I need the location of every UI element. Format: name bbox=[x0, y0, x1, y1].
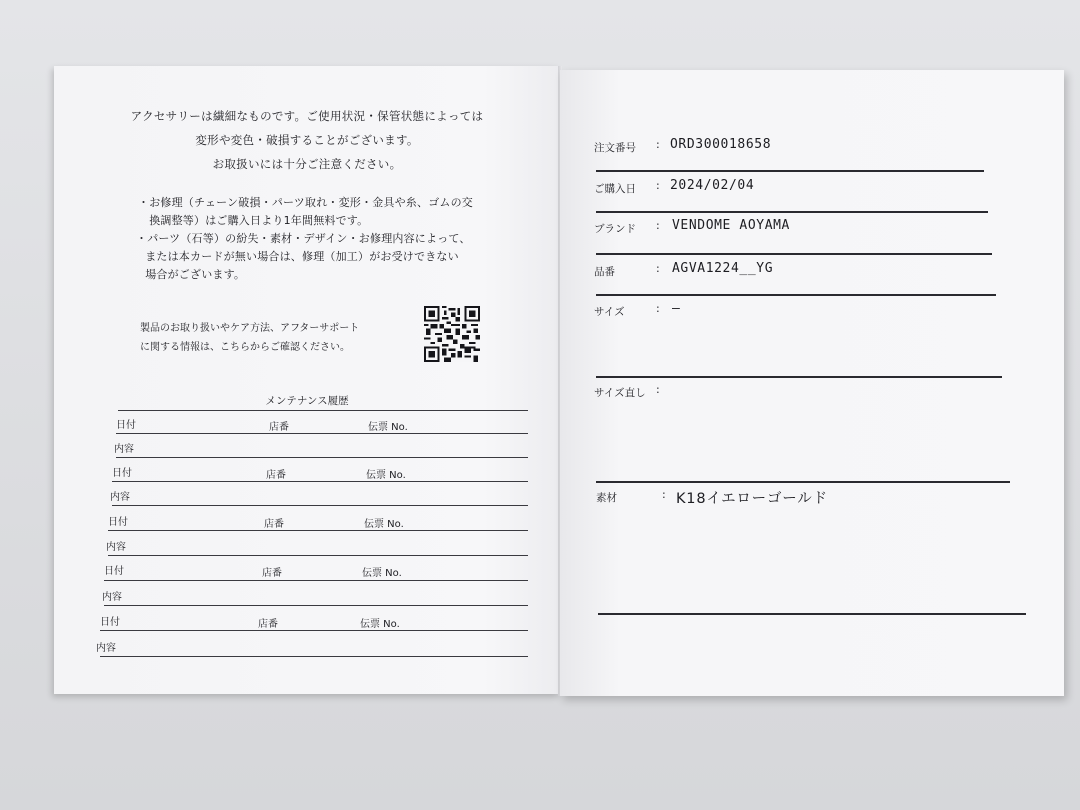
notice-line-2: 変形や変色・破損することがございます。 bbox=[195, 133, 419, 147]
field-colon: : bbox=[656, 138, 660, 151]
order-number-label: 注文番号 bbox=[594, 142, 636, 154]
maintenance-row-rule bbox=[108, 555, 528, 556]
warranty-card-right-page bbox=[560, 70, 1064, 696]
notice-line-3: お取扱いには十分ご注意ください。 bbox=[212, 157, 402, 171]
field-rule bbox=[596, 253, 992, 255]
support-text-line-2: に関する情報は、こちらからご確認ください。 bbox=[140, 342, 350, 353]
item-number-value: AGVA1224__YG bbox=[672, 261, 774, 276]
maintenance-slip-label: 伝票 No. bbox=[360, 619, 400, 630]
brand-label: ブランド bbox=[594, 223, 636, 235]
support-text-line-1: 製品のお取り扱いやケア方法、アフターサポート bbox=[140, 323, 360, 334]
field-rule bbox=[596, 294, 996, 296]
field-colon: : bbox=[662, 488, 666, 501]
purchase-date-label: ご購入日 bbox=[594, 183, 636, 195]
maintenance-content-label: 内容 bbox=[102, 592, 122, 603]
order-number-value: ORD300018658 bbox=[670, 137, 772, 152]
purchase-date-value: 2024/02/04 bbox=[670, 178, 755, 193]
parts-bullet-line-2: または本カードが無い場合は、修理（加工）がお受けできない bbox=[134, 250, 459, 263]
repair-bullet-line-2: 換調整等）はご購入日より1年間無料です。 bbox=[138, 214, 369, 227]
maintenance-date-label: 日付 bbox=[100, 617, 120, 628]
field-colon: : bbox=[656, 262, 660, 275]
field-colon: : bbox=[656, 219, 660, 232]
maintenance-store-label: 店番 bbox=[269, 422, 289, 433]
maintenance-row-rule bbox=[116, 457, 528, 458]
maintenance-row-rule bbox=[100, 656, 528, 657]
maintenance-slip-label: 伝票 No. bbox=[368, 422, 408, 433]
parts-bullet-line-3: 場合がございます。 bbox=[134, 268, 246, 281]
maintenance-history-title: メンテナンス履歴 bbox=[265, 395, 349, 407]
field-colon: : bbox=[656, 179, 660, 192]
maintenance-row-rule bbox=[100, 630, 528, 631]
size-label: サイズ bbox=[594, 306, 625, 318]
maintenance-content-label: 内容 bbox=[96, 643, 116, 654]
field-rule bbox=[598, 613, 1026, 615]
size-value: – bbox=[672, 301, 681, 316]
maintenance-store-label: 店番 bbox=[258, 619, 278, 630]
warranty-card-left-page bbox=[54, 66, 560, 694]
maintenance-content-label: 内容 bbox=[106, 542, 126, 553]
maintenance-content-label: 内容 bbox=[114, 444, 134, 455]
maintenance-row-rule bbox=[116, 433, 528, 434]
notice-line-1: アクセサリーは繊細なものです。ご使用状況・保管状態によっては bbox=[130, 109, 484, 123]
parts-bullet-line-1: ・パーツ（石等）の紛失・素材・デザイン・お修理内容によって、 bbox=[136, 232, 471, 245]
field-rule bbox=[596, 170, 984, 172]
maintenance-date-label: 日付 bbox=[112, 468, 132, 479]
resize-label: サイズ直し bbox=[594, 387, 646, 399]
maintenance-date-label: 日付 bbox=[108, 517, 128, 528]
maintenance-row-rule bbox=[108, 530, 528, 531]
maintenance-row-rule bbox=[104, 605, 528, 606]
field-rule bbox=[596, 376, 1002, 378]
qr-code-icon[interactable] bbox=[424, 306, 480, 362]
maintenance-store-label: 店番 bbox=[264, 519, 284, 530]
item-number-label: 品番 bbox=[594, 266, 615, 278]
field-colon: : bbox=[656, 383, 660, 396]
maintenance-slip-label: 伝票 No. bbox=[362, 568, 402, 579]
maintenance-row-rule bbox=[112, 481, 528, 482]
maintenance-slip-label: 伝票 No. bbox=[364, 519, 404, 530]
maintenance-title-rule bbox=[118, 410, 528, 411]
maintenance-date-label: 日付 bbox=[116, 420, 136, 431]
maintenance-slip-label: 伝票 No. bbox=[366, 470, 406, 481]
maintenance-date-label: 日付 bbox=[104, 566, 124, 577]
material-value: K18イエローゴールド bbox=[676, 491, 828, 507]
field-rule bbox=[596, 211, 988, 213]
maintenance-row-rule bbox=[104, 580, 528, 581]
maintenance-row-rule bbox=[112, 505, 528, 506]
maintenance-store-label: 店番 bbox=[262, 568, 282, 579]
brand-value: VENDOME AOYAMA bbox=[672, 218, 790, 233]
field-rule bbox=[596, 481, 1010, 483]
maintenance-store-label: 店番 bbox=[266, 470, 286, 481]
maintenance-content-label: 内容 bbox=[110, 492, 130, 503]
field-colon: : bbox=[656, 302, 660, 315]
repair-bullet-line-1: ・お修理（チェーン破損・パーツ取れ・変形・金具や糸、ゴムの交 bbox=[138, 196, 474, 209]
material-label: 素材 bbox=[596, 492, 617, 504]
